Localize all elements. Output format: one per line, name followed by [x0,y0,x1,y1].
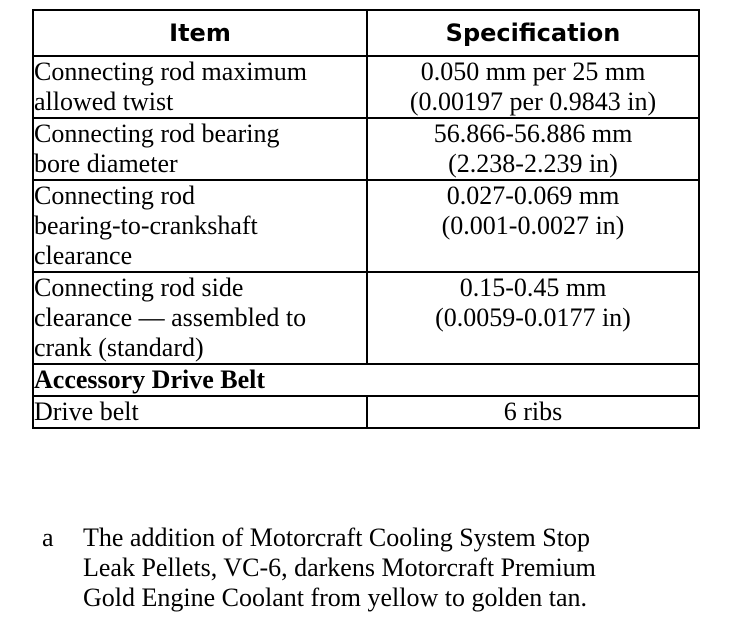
spec-text-line: (2.238-2.239 in) [448,149,618,178]
item-text-line: bore diameter [34,149,178,178]
footnote-line: Gold Engine Coolant from yellow to golden tan. [83,583,588,612]
spec-text-line: 56.866-56.886 mm [433,119,633,148]
item-cell [33,56,367,118]
item-text-line: clearance [34,241,133,270]
item-text-line: Connecting rod side [34,273,244,302]
spec-text-line: (0.0059-0.0177 in) [435,303,631,332]
table-row [33,180,699,272]
footnote-line: Leak Pellets, VC-6, darkens Motorcraft Premium [83,553,596,582]
column-header-specification: Specification [367,10,699,56]
table-row [33,272,699,364]
item-text-line: allowed twist [34,87,174,116]
footnote-marker: a [42,523,54,552]
specification-cell [367,118,699,180]
spec-text-line: (0.00197 per 0.9843 in) [409,87,657,116]
column-header-item: Item [33,10,367,56]
specification-table [32,9,700,429]
table-row [33,396,699,428]
table-header-row [33,10,699,56]
table-row [33,118,699,180]
specification-cell [367,272,699,364]
item-text-line: Connecting rod bearing [34,119,280,148]
item-cell [33,272,367,364]
footnote-line: The addition of Motorcraft Cooling System Stop [83,523,590,552]
section-heading-row [33,364,699,396]
section-heading: Accessory Drive Belt [33,364,699,396]
item-cell [33,180,367,272]
table-row [33,56,699,118]
item-cell [33,118,367,180]
specification-cell [367,56,699,118]
spec-text-line: (0.001-0.0027 in) [441,211,625,240]
item-text-line: clearance — assembled to [34,303,307,332]
footnote-text [83,523,703,613]
spec-text-line: 0.050 mm per 25 mm [420,57,646,86]
item-text-line: Connecting rod [34,181,196,210]
item-text-line: crank (standard) [34,333,204,362]
item-cell: Drive belt [33,396,367,428]
item-text-line: Connecting rod maximum [34,57,307,86]
spec-text-line: 0.15-0.45 mm [459,273,607,302]
specification-cell: 6 ribs [367,396,699,428]
item-text-line: bearing-to-crankshaft [34,211,258,240]
specification-cell [367,180,699,272]
spec-text-line: 0.027-0.069 mm [446,181,620,210]
